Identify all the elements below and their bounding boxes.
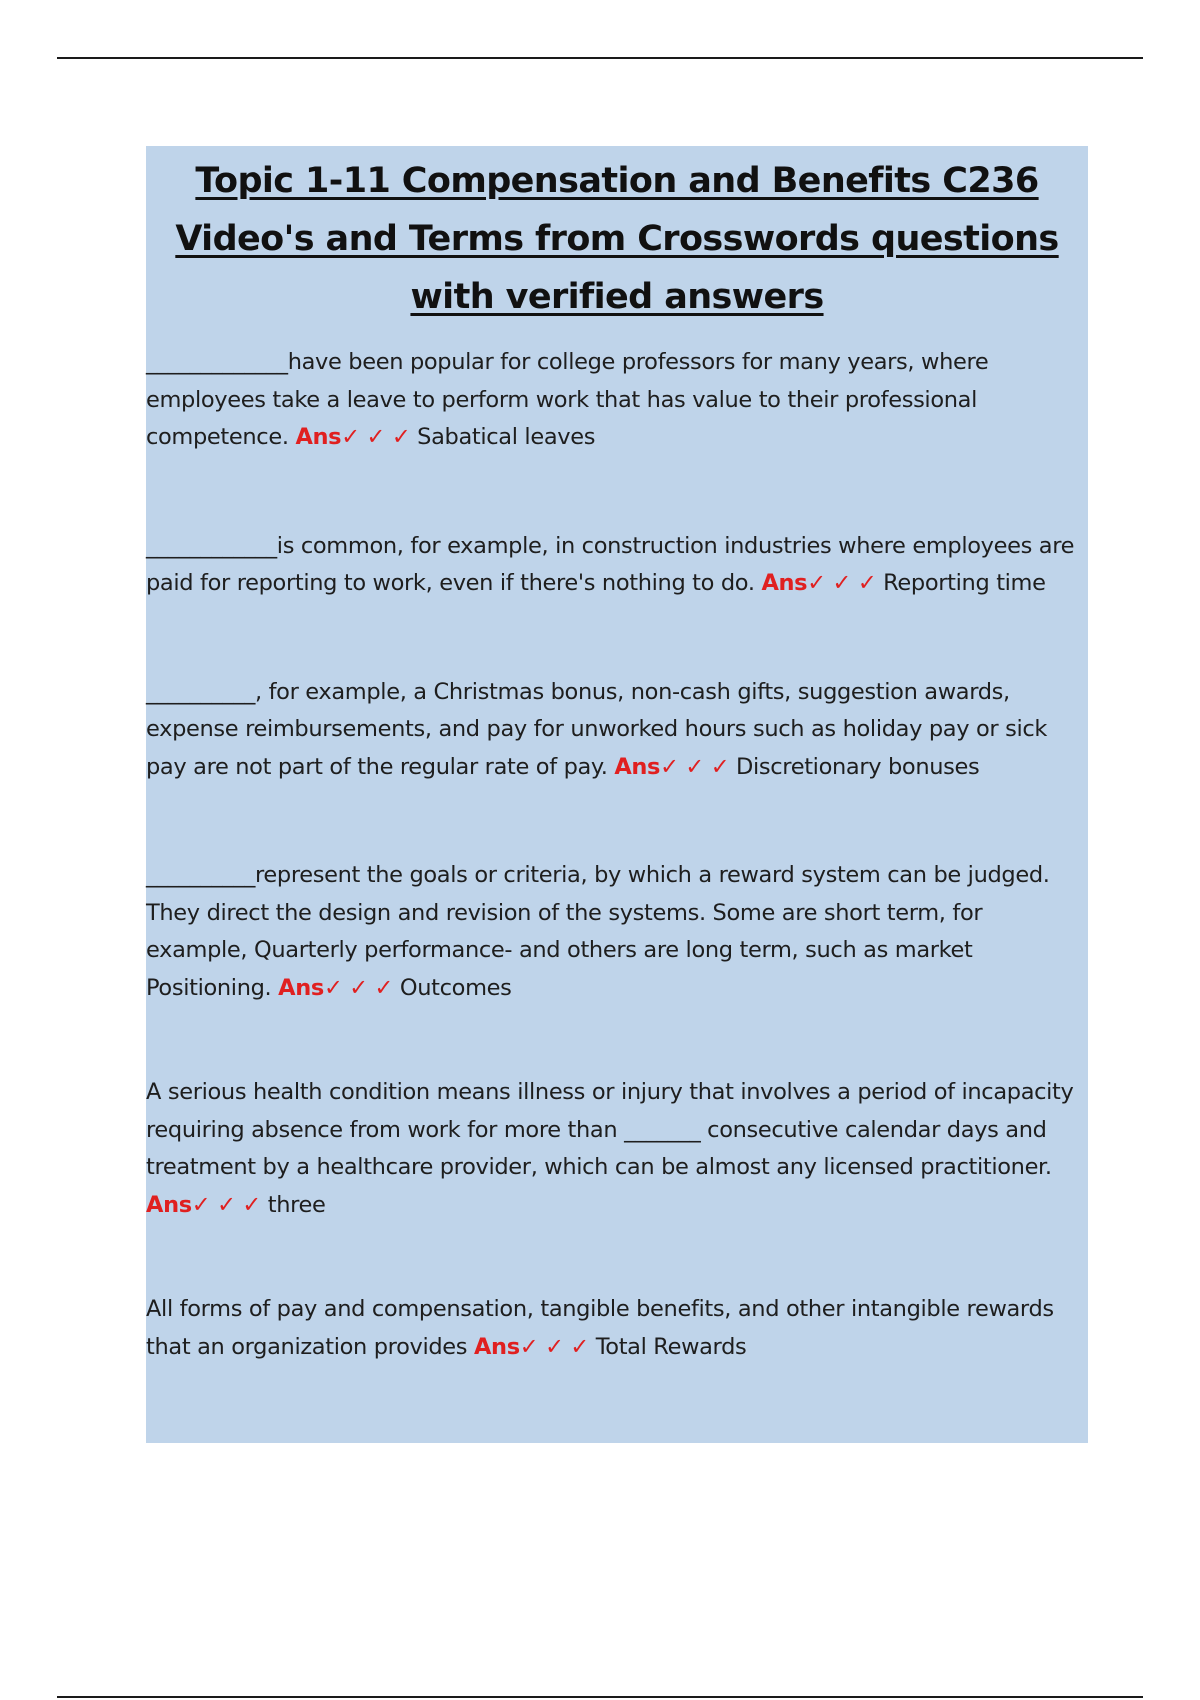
question-item (146, 1291, 1088, 1366)
answer-text: Reporting time (883, 570, 1046, 596)
answer-label: Ans (146, 1191, 192, 1218)
content-panel (146, 146, 1088, 1443)
question-item (146, 1074, 1088, 1224)
answer-label: Ans (278, 974, 324, 1001)
answer-text: three (267, 1191, 326, 1218)
answer-label: Ans (295, 424, 342, 450)
answer-text: Outcomes (399, 974, 512, 1001)
answer-label: Ans (473, 1333, 520, 1360)
question-text: __________represent the goals or criteria, by which a reward system can be judged. They direct the design and revision of the systems. Some are short term, for example, Quarterly performance- and others are long term, such as market Positioning. (146, 862, 1050, 1001)
verified-checks: ✓ ✓ ✓ (660, 753, 730, 780)
answer-text: Total Rewards (595, 1333, 747, 1360)
verified-checks: ✓ ✓ ✓ (191, 1191, 261, 1218)
question-item (146, 344, 1088, 457)
verified-checks: ✓ ✓ ✓ (341, 424, 411, 450)
page-bottom-rule (57, 1696, 1143, 1698)
question-item (146, 674, 1088, 787)
verified-checks: ✓ ✓ ✓ (323, 974, 394, 1001)
question-text: A serious health condition means illness or injury that involves a period of incapacity requiring absence from work for more than _______ consecutive calendar days and treatment by a healthcare provider, which can be almost any licensed practitioner. (146, 1079, 1074, 1180)
verified-checks: ✓ ✓ ✓ (807, 570, 877, 596)
answer-label: Ans (614, 753, 661, 780)
verified-checks: ✓ ✓ ✓ (519, 1333, 589, 1360)
page-title: Topic 1-11 Compensation and Benefits C236 Video's and Terms from Crosswords questions with verified answers (175, 161, 1059, 317)
page-top-rule (57, 57, 1143, 59)
answer-text: Sabatical leaves (417, 424, 596, 450)
question-text: _____________have been popular for college professors for many years, where employees take a leave to perform work that has value to their professional competence. (146, 349, 989, 450)
question-text: All forms of pay and compensation, tangible benefits, and other intangible rewards that an organization provides (146, 1296, 1054, 1360)
answer-text: Discretionary bonuses (736, 753, 980, 780)
question-text: __________, for example, a Christmas bonus, non-cash gifts, suggestion awards, expense reimbursements, and pay for unworked hours such as holiday pay or sick pay are not part of the regular rate of pay. (146, 678, 1048, 780)
question-item (146, 857, 1088, 1007)
question-text: ____________is common, for example, in construction industries where employees are paid for reporting to work, even if there's nothing to do. (146, 532, 1075, 596)
answer-label: Ans (761, 570, 808, 596)
question-item (146, 528, 1088, 603)
